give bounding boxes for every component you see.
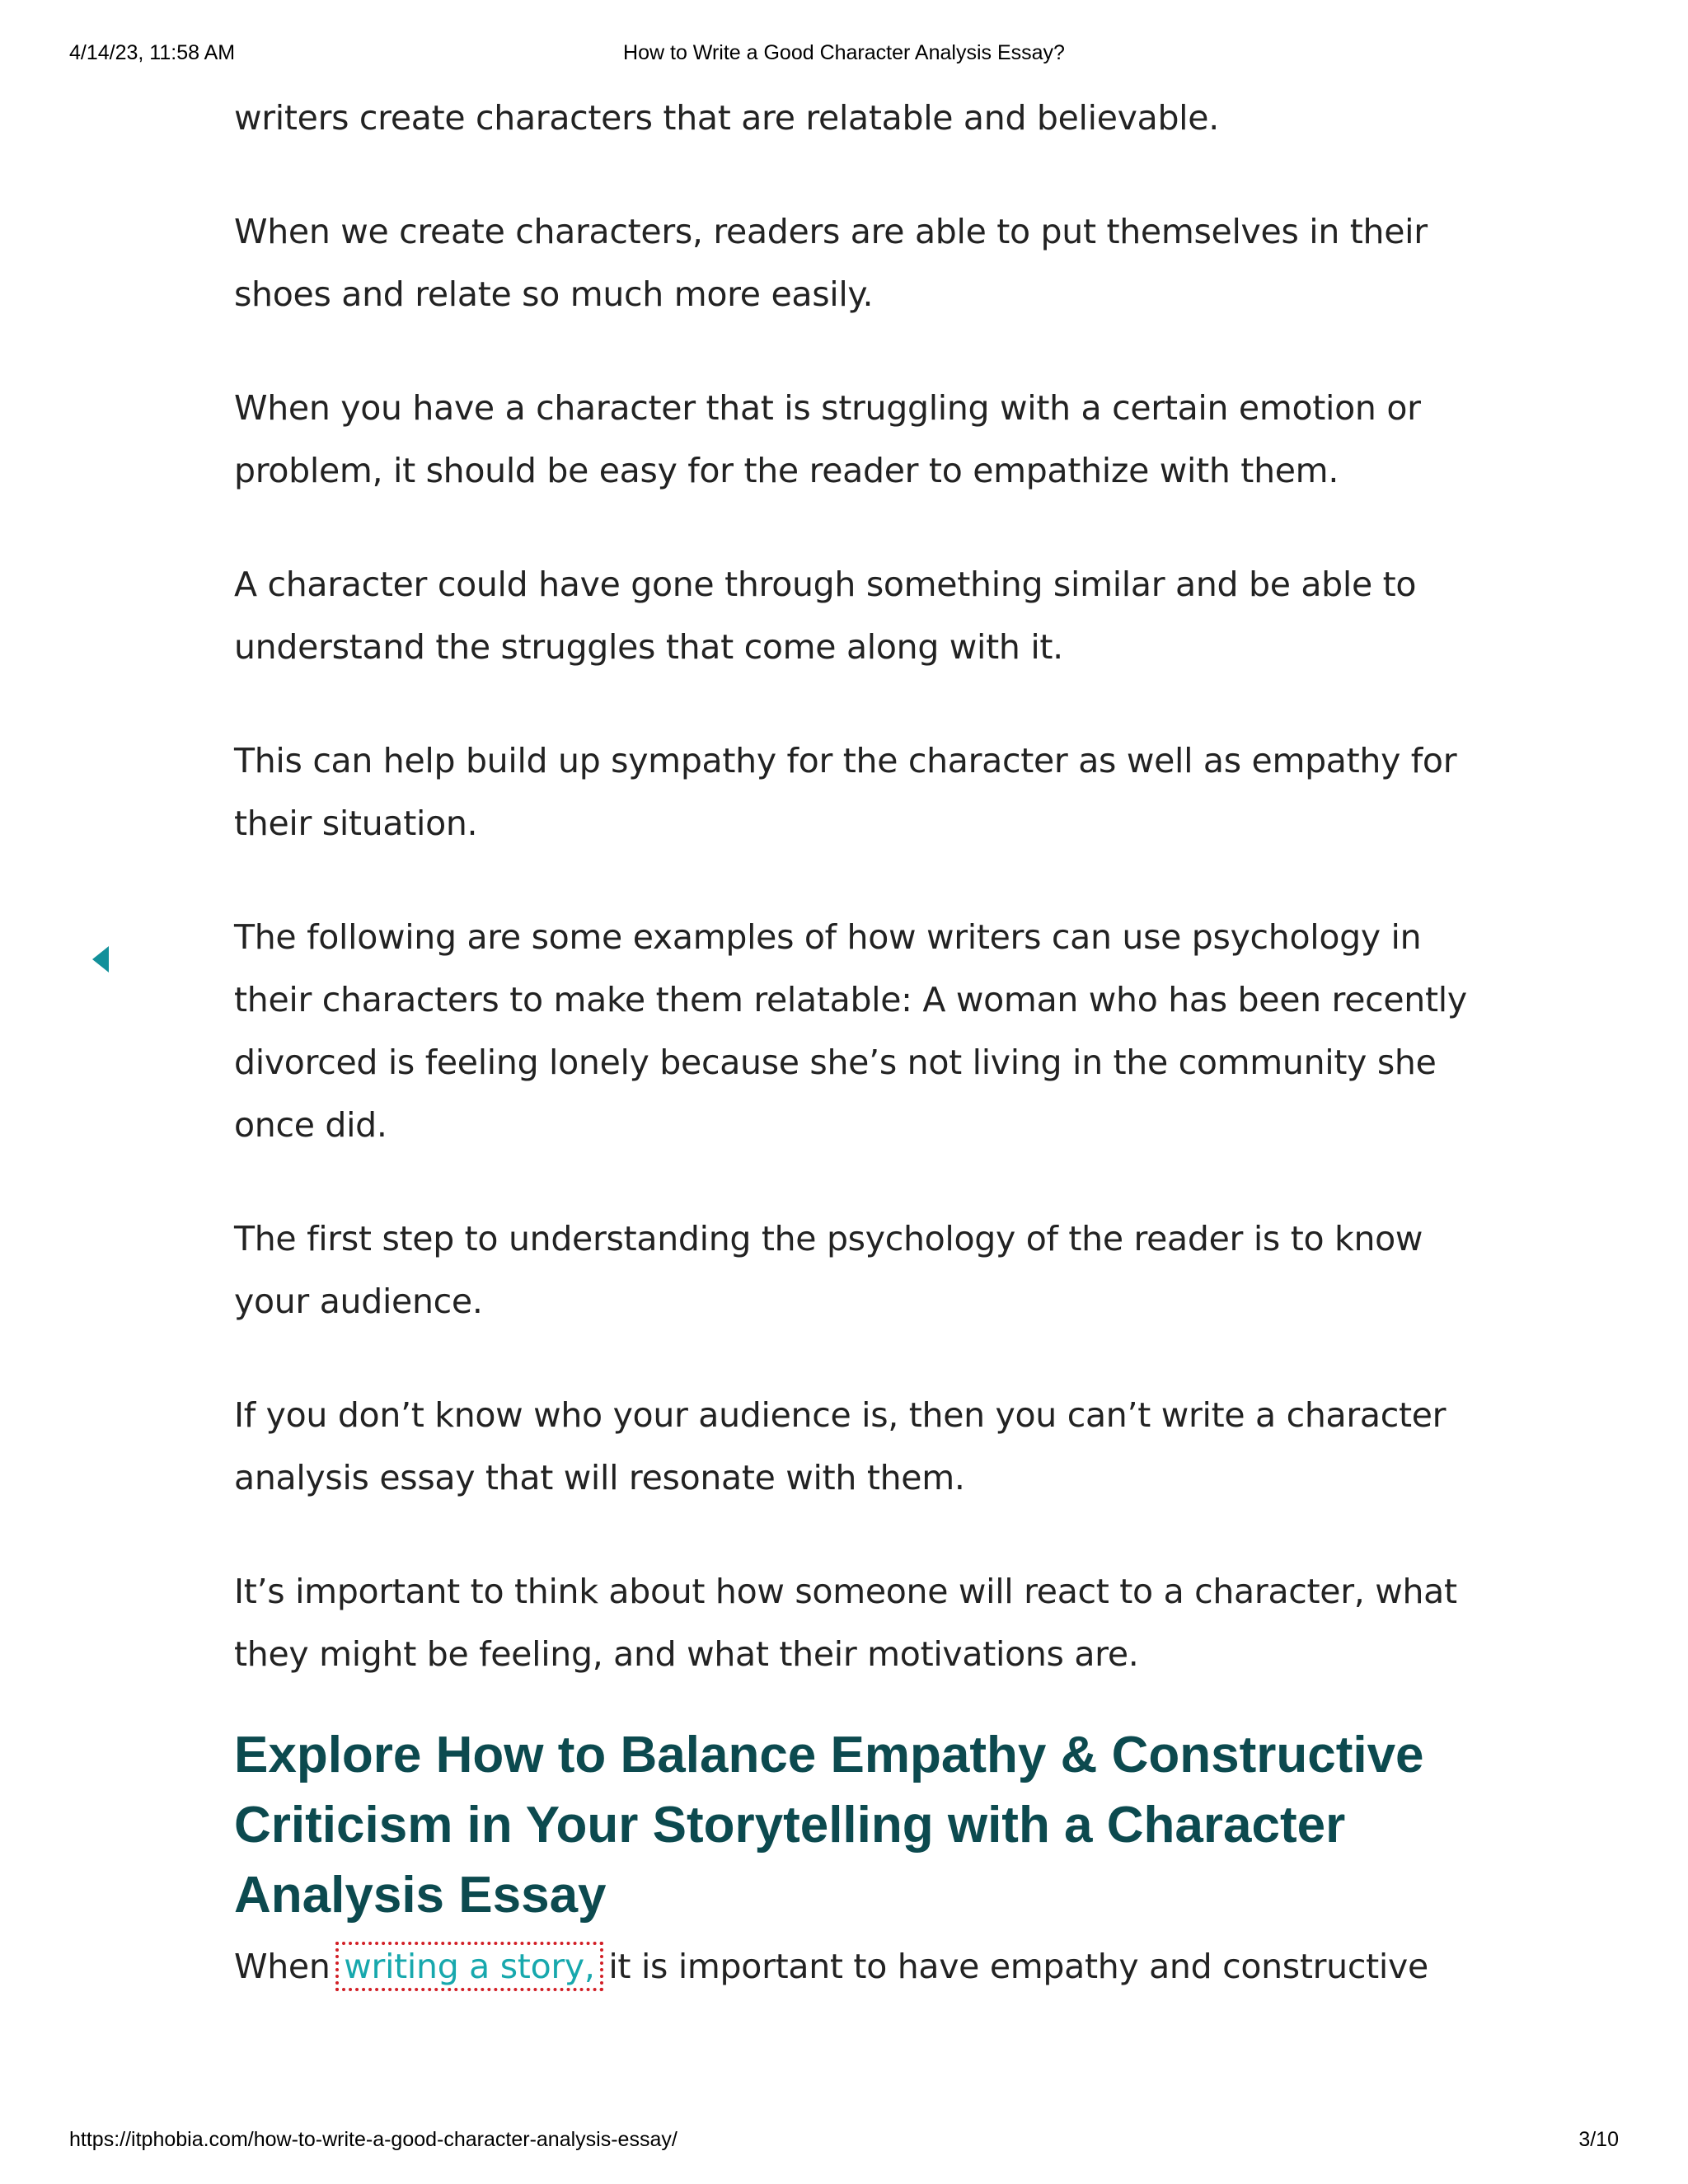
article-paragraph: The following are some examples of how writers can use psychology in their characters to make them relatable: A woman who has been recently divorced is feeling lonely because she’s not living in the community she once did. bbox=[234, 917, 1467, 1145]
article-paragraph: A character could have gone through something similar and be able to understand the struggles that come along with it. bbox=[234, 565, 1417, 667]
paragraph-text-before-link: When bbox=[234, 1947, 341, 1986]
print-page-title: How to Write a Good Character Analysis Essay? bbox=[623, 41, 1065, 64]
article-content bbox=[234, 87, 1470, 2049]
print-datetime: 4/14/23, 11:58 AM bbox=[69, 41, 236, 64]
article-paragraph: It’s important to think about how someone will react to a character, what they might be feeling, and what their motivations are. bbox=[234, 1572, 1457, 1674]
article-paragraph: This can help build up sympathy for the character as well as empathy for their situation. bbox=[234, 741, 1457, 843]
article-paragraph: If you don’t know who your audience is, then you can’t write a character analysis essay that will resonate with them. bbox=[234, 1395, 1447, 1497]
page-number: 3/10 bbox=[1578, 2128, 1619, 2151]
writing-a-story-link[interactable]: writing a story, bbox=[340, 1947, 598, 1986]
article-paragraph: writers create characters that are relatable and believable. bbox=[234, 98, 1219, 138]
paragraph-text-after-link: it is important to have empathy and constructive bbox=[598, 1947, 1428, 1986]
caret-left-icon[interactable] bbox=[92, 946, 109, 972]
print-footer bbox=[0, 2128, 1688, 2156]
article-paragraph: When you have a character that is struggling with a certain emotion or problem, it should be easy for the reader to empathize with them. bbox=[234, 388, 1421, 490]
article-paragraph-last bbox=[234, 1935, 1470, 1998]
print-url: https://itphobia.com/how-to-write-a-good-character-analysis-essay/ bbox=[69, 2128, 678, 2151]
section-heading: Explore How to Balance Empathy & Constructive Criticism in Your Storytelling with a Character Analysis Essay bbox=[234, 1727, 1424, 1924]
print-header bbox=[0, 41, 1688, 69]
article-paragraph: When we create characters, readers are able to put themselves in their shoes and relate so much more easily. bbox=[234, 212, 1428, 314]
article-paragraph: The first step to understanding the psychology of the reader is to know your audience. bbox=[234, 1219, 1423, 1321]
